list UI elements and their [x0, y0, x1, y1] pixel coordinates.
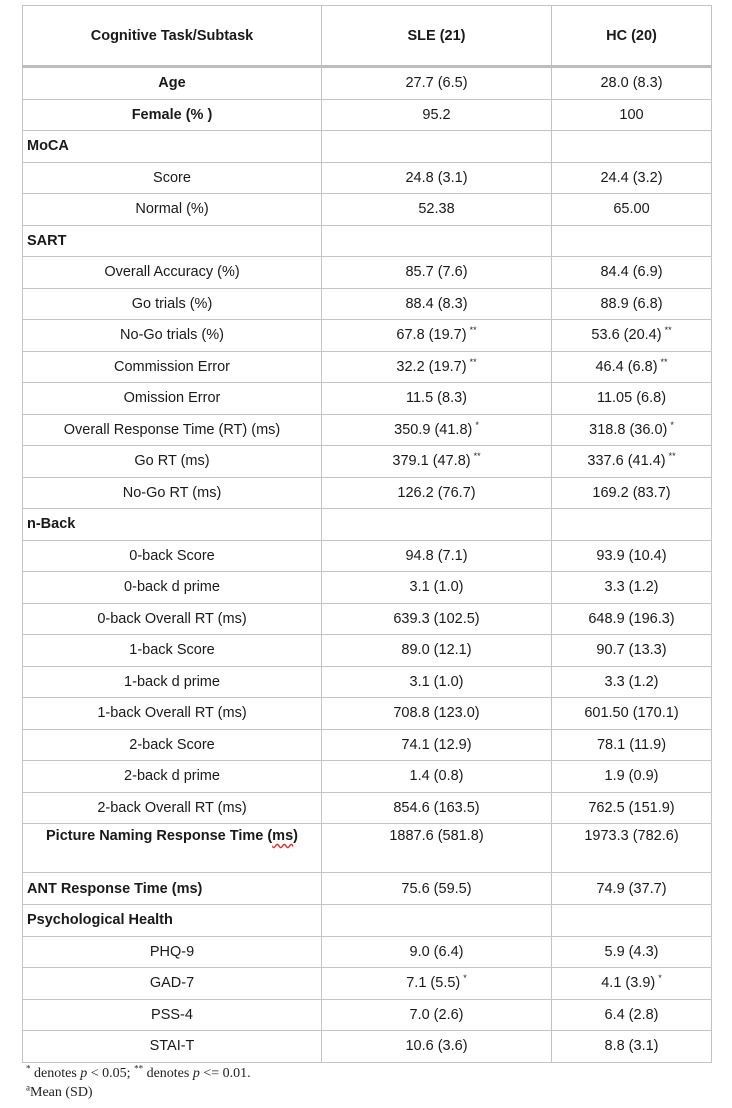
- row-label: 0-back Overall RT (ms): [23, 603, 322, 635]
- table-row: [23, 824, 712, 873]
- spellcheck-mark: ms: [272, 828, 294, 844]
- sle-value: 126.2 (76.7): [322, 477, 552, 509]
- sle-value: 7.1 (5.5): [406, 975, 461, 992]
- row-label: Normal (%): [23, 194, 322, 226]
- table-row: [23, 99, 712, 131]
- sle-value: 379.1 (47.8): [392, 453, 471, 470]
- hc-value: 5.9 (4.3): [552, 936, 712, 968]
- sle-value: 74.1 (12.9): [322, 729, 552, 761]
- header-hc: HC (20): [552, 6, 712, 67]
- row-label: Score: [23, 162, 322, 194]
- sle-value: 52.38: [322, 194, 552, 226]
- row-label: 1-back Overall RT (ms): [23, 698, 322, 730]
- table-row: [23, 383, 712, 415]
- row-label: Picture Naming Response Time (ms): [23, 824, 322, 873]
- row-label: ANT Response Time (ms): [23, 873, 322, 905]
- sle-value: 88.4 (8.3): [322, 288, 552, 320]
- sle-cell: [322, 968, 552, 1000]
- table-row: [23, 1031, 712, 1063]
- row-label: PHQ-9: [23, 936, 322, 968]
- section-row: [23, 905, 712, 937]
- table-row: [23, 288, 712, 320]
- row-label: No-Go RT (ms): [23, 477, 322, 509]
- hc-value: 4.1 (3.9): [601, 975, 656, 992]
- table-row: [23, 477, 712, 509]
- table-row: [23, 162, 712, 194]
- sle-value: 854.6 (163.5): [322, 792, 552, 824]
- hc-value: 3.3 (1.2): [552, 572, 712, 604]
- significance-marker: **: [469, 356, 477, 367]
- section-label: Psychological Health: [23, 905, 322, 937]
- row-label: Female (% ): [23, 99, 322, 131]
- sle-cell: [322, 446, 552, 478]
- sle-value: 95.2: [322, 99, 552, 131]
- sle-value: 32.2 (19.7): [396, 358, 467, 375]
- table-row: [23, 761, 712, 793]
- sle-value: 75.6 (59.5): [322, 873, 552, 905]
- row-label: Omission Error: [23, 383, 322, 415]
- row-label: PSS-4: [23, 999, 322, 1031]
- section-row: [23, 131, 712, 163]
- row-label: Overall Response Time (RT) (ms): [23, 414, 322, 446]
- significance-marker: *: [475, 419, 479, 430]
- hc-value: 1.9 (0.9): [552, 761, 712, 793]
- mean-sd-footnote: $^a$Mean (SD): [26, 1082, 93, 1100]
- hc-value: 1973.3 (782.6): [552, 824, 712, 873]
- table-row: [23, 67, 712, 100]
- sle-value: 10.6 (3.6): [322, 1031, 552, 1063]
- hc-value: 46.4 (6.8): [595, 358, 658, 375]
- significance-marker: **: [660, 356, 668, 367]
- sle-value: 11.5 (8.3): [322, 383, 552, 415]
- hc-cell: [552, 968, 712, 1000]
- significance-marker: *: [658, 973, 662, 984]
- row-label: 1-back Score: [23, 635, 322, 667]
- hc-value: 88.9 (6.8): [552, 288, 712, 320]
- row-label: 1-back d prime: [23, 666, 322, 698]
- header-task: Cognitive Task/Subtask: [23, 6, 322, 67]
- sle-value: 85.7 (7.6): [322, 257, 552, 289]
- header-row: [23, 6, 712, 67]
- row-label: Age: [23, 67, 322, 100]
- hc-cell: [552, 414, 712, 446]
- row-label: GAD-7: [23, 968, 322, 1000]
- sle-value: 24.8 (3.1): [322, 162, 552, 194]
- sle-value: 3.1 (1.0): [322, 572, 552, 604]
- significance-marker: *: [670, 419, 674, 430]
- hc-value: 65.00: [552, 194, 712, 226]
- sle-cell: [322, 320, 552, 352]
- hc-value: 84.4 (6.9): [552, 257, 712, 289]
- table-row: [23, 729, 712, 761]
- hc-value: 318.8 (36.0): [589, 421, 668, 438]
- table-row: [23, 968, 712, 1000]
- row-label: Go trials (%): [23, 288, 322, 320]
- hc-value: 24.4 (3.2): [552, 162, 712, 194]
- significance-marker: **: [473, 451, 481, 462]
- sle-cell: [322, 351, 552, 383]
- sle-value: 94.8 (7.1): [322, 540, 552, 572]
- table-row: [23, 999, 712, 1031]
- hc-cell: [552, 351, 712, 383]
- row-label: Go RT (ms): [23, 446, 322, 478]
- section-label: n-Back: [23, 509, 322, 541]
- table-row: [23, 351, 712, 383]
- sle-value: 7.0 (2.6): [322, 999, 552, 1031]
- row-label: 0-back d prime: [23, 572, 322, 604]
- sle-value: 350.9 (41.8): [394, 421, 473, 438]
- sle-value: 27.7 (6.5): [322, 67, 552, 100]
- hc-value: 74.9 (37.7): [552, 873, 712, 905]
- sle-value: 89.0 (12.1): [322, 635, 552, 667]
- results-table: [22, 5, 712, 1063]
- row-label: Overall Accuracy (%): [23, 257, 322, 289]
- sle-cell: [322, 414, 552, 446]
- table-row: [23, 635, 712, 667]
- sle-value: 639.3 (102.5): [322, 603, 552, 635]
- table-row: [23, 936, 712, 968]
- hc-value: 601.50 (170.1): [552, 698, 712, 730]
- hc-value: 3.3 (1.2): [552, 666, 712, 698]
- section-label: MoCA: [23, 131, 322, 163]
- row-label: 2-back Overall RT (ms): [23, 792, 322, 824]
- table-row: [23, 572, 712, 604]
- row-label: 0-back Score: [23, 540, 322, 572]
- table-row: [23, 666, 712, 698]
- row-label: 2-back Score: [23, 729, 322, 761]
- hc-value: 53.6 (20.4): [591, 327, 662, 344]
- sle-value: 3.1 (1.0): [322, 666, 552, 698]
- row-label: No-Go trials (%): [23, 320, 322, 352]
- sle-value: 1.4 (0.8): [322, 761, 552, 793]
- section-row: [23, 509, 712, 541]
- significance-marker: *: [463, 973, 467, 984]
- table-row: [23, 194, 712, 226]
- sle-value: 67.8 (19.7): [396, 327, 467, 344]
- sle-value: 9.0 (6.4): [322, 936, 552, 968]
- hc-value: 11.05 (6.8): [552, 383, 712, 415]
- sle-value: 708.8 (123.0): [322, 698, 552, 730]
- hc-value: 28.0 (8.3): [552, 67, 712, 100]
- significance-marker: **: [668, 451, 676, 462]
- table-row: [23, 603, 712, 635]
- hc-value: 337.6 (41.4): [587, 453, 666, 470]
- hc-cell: [552, 320, 712, 352]
- significance-marker: **: [469, 325, 477, 336]
- section-row: [23, 225, 712, 257]
- significance-marker: **: [664, 325, 672, 336]
- table-row: [23, 257, 712, 289]
- table-row: [23, 414, 712, 446]
- section-label: SART: [23, 225, 322, 257]
- hc-value: 6.4 (2.8): [552, 999, 712, 1031]
- table-row: [23, 446, 712, 478]
- hc-value: 90.7 (13.3): [552, 635, 712, 667]
- significance-footnote: * denotes p < 0.05; ** denotes p <= 0.01.: [26, 1063, 251, 1081]
- table-row: [23, 540, 712, 572]
- sle-value: 1887.6 (581.8): [322, 824, 552, 873]
- hc-value: 648.9 (196.3): [552, 603, 712, 635]
- table-row: [23, 792, 712, 824]
- row-label: STAI-T: [23, 1031, 322, 1063]
- hc-value: 100: [552, 99, 712, 131]
- row-label: 2-back d prime: [23, 761, 322, 793]
- hc-value: 78.1 (11.9): [552, 729, 712, 761]
- hc-value: 762.5 (151.9): [552, 792, 712, 824]
- hc-value: 93.9 (10.4): [552, 540, 712, 572]
- row-label: Commission Error: [23, 351, 322, 383]
- table-row: [23, 698, 712, 730]
- hc-value: 169.2 (83.7): [552, 477, 712, 509]
- table-row: [23, 320, 712, 352]
- hc-value: 8.8 (3.1): [552, 1031, 712, 1063]
- table-row: [23, 873, 712, 905]
- header-sle: SLE (21): [322, 6, 552, 67]
- hc-cell: [552, 446, 712, 478]
